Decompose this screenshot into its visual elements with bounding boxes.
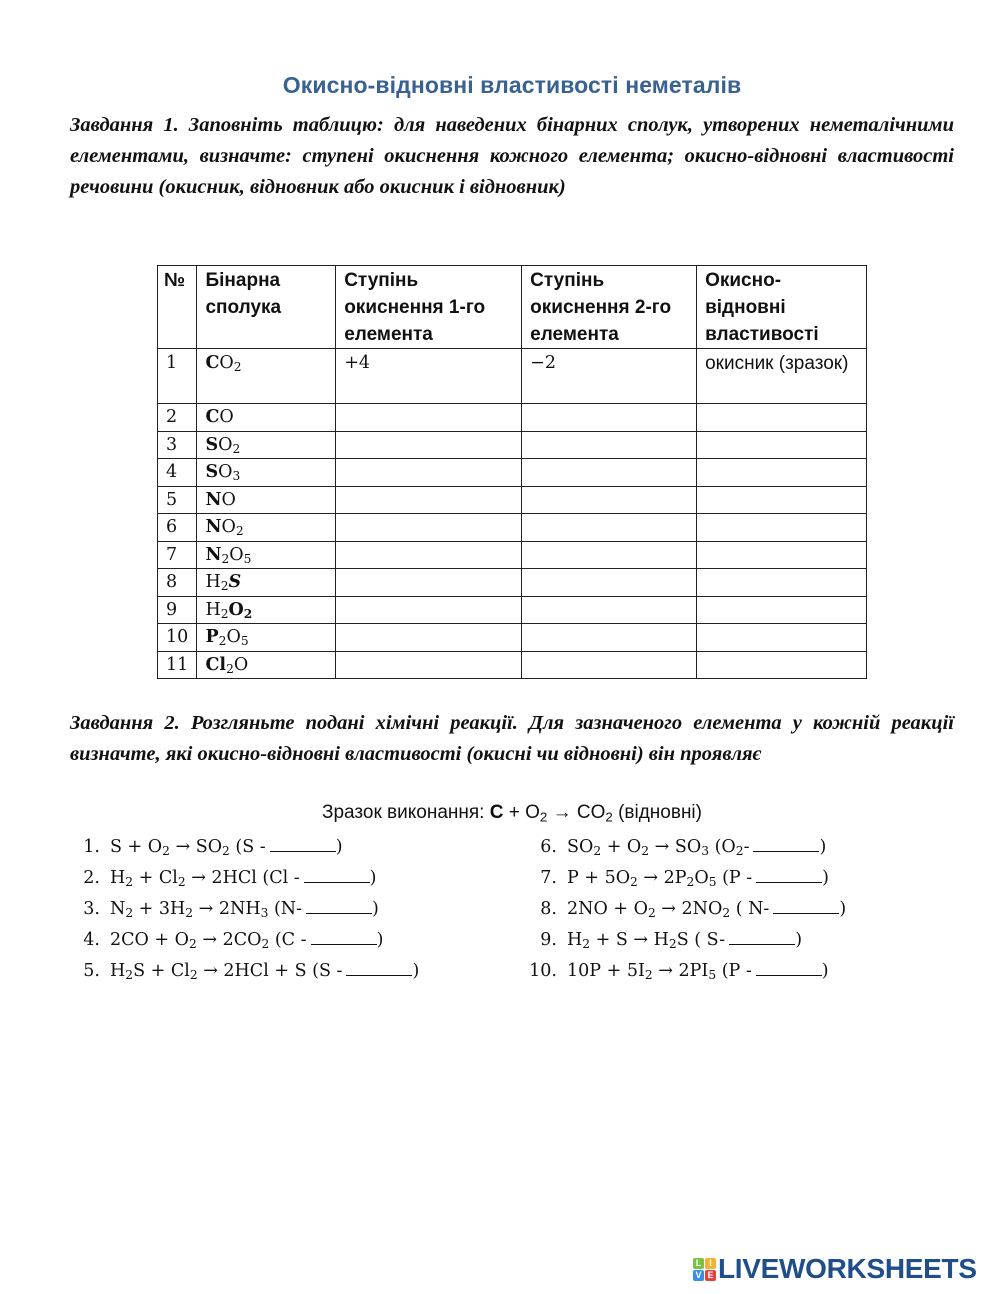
table-row (158, 514, 867, 542)
answer-props-input[interactable] (697, 514, 867, 542)
answer-ox2-input[interactable] (522, 651, 697, 679)
answer-ox1-input[interactable] (336, 541, 522, 569)
answer-ox1-input[interactable] (336, 431, 522, 459)
reaction-item: 3. $N_2 + 3H_2 \to 2NH_3$ (N- ) (70, 894, 419, 925)
answer-blank[interactable] (756, 865, 822, 883)
header-ox2: Ступінь окиснення 2-го елемента (522, 266, 697, 349)
answer-ox2-input[interactable] (522, 596, 697, 624)
answer-blank[interactable] (756, 958, 822, 976)
reactions-right-column (524, 832, 846, 987)
answer-props-input[interactable] (697, 541, 867, 569)
reaction-item: 9. $H_2 + S \to H_2S$ ( S- ) (524, 925, 846, 956)
reaction-equation: $H_2 + S \to H_2S$ (567, 930, 695, 952)
reaction-equation: $S + O_2 \to SO_2$ (110, 837, 230, 859)
answer-blank[interactable] (729, 927, 795, 945)
table-header-row (158, 266, 867, 349)
row-ox1: +4 (336, 349, 522, 404)
sample-label: Зразок виконання: (321, 802, 485, 823)
answer-props-input[interactable] (697, 431, 867, 459)
row-compound: $Cl_2O$ (197, 651, 336, 679)
table-row (158, 404, 867, 432)
answer-ox2-input[interactable] (522, 514, 697, 542)
sample-equation: $C + O_2 \to CO_2$ (489, 802, 613, 825)
reaction-item: 1. $S + O_2 \to SO_2$ (S - ) (70, 832, 419, 863)
answer-ox1-input[interactable] (336, 651, 522, 679)
answer-props-input[interactable] (697, 459, 867, 487)
sample-solution (0, 802, 1000, 824)
answer-ox1-input[interactable] (336, 569, 522, 597)
row-num: 4 (158, 459, 197, 487)
row-compound: $CO_2$ (197, 349, 336, 404)
reaction-item: 7. $P + 5O_2 \to 2P_2O_5$ (P - ) (524, 863, 846, 894)
table-row (158, 431, 867, 459)
header-compound: Бінарна сполука (197, 266, 336, 349)
reaction-item: 5. $H_2S + Cl_2 \to 2HCl + S$ (S - ) (70, 956, 419, 987)
header-props: Окисно-відновні властивості (697, 266, 867, 349)
answer-ox2-input[interactable] (522, 569, 697, 597)
header-ox1: Ступінь окиснення 1-го елемента (336, 266, 522, 349)
row-compound: $SO_3$ (197, 459, 336, 487)
row-num: 5 (158, 486, 197, 514)
answer-props-input[interactable] (697, 569, 867, 597)
reaction-equation: $10P + 5I_2 \to 2PI_5$ (567, 961, 717, 983)
answer-ox1-input[interactable] (336, 404, 522, 432)
answer-ox1-input[interactable] (336, 486, 522, 514)
answer-props-input[interactable] (697, 596, 867, 624)
table-row (158, 651, 867, 679)
row-compound: NO (197, 486, 336, 514)
logo-text: LIVEWORKSHEETS (718, 1253, 977, 1284)
answer-blank[interactable] (346, 958, 412, 976)
answer-ox2-input[interactable] (522, 404, 697, 432)
answer-props-input[interactable] (697, 624, 867, 652)
liveworksheets-logo (693, 1253, 977, 1284)
answer-ox2-input[interactable] (522, 624, 697, 652)
reaction-item: 6. $SO_2 + O_2 \to SO_3$ ($O_2-$ ) (524, 832, 846, 863)
row-num: 11 (158, 651, 197, 679)
row-compound: $P_2O_5$ (197, 624, 336, 652)
reaction-equation: $H_2S + Cl_2 \to 2HCl + S$ (110, 961, 313, 983)
table-row (158, 541, 867, 569)
reaction-item: 8. $2NO + O_2 \to 2NO_2$ ( N- ) (524, 894, 846, 925)
table-row (158, 349, 867, 404)
reaction-equation: $2CO + O_2 \to 2CO_2$ (110, 930, 270, 952)
answer-ox2-input[interactable] (522, 431, 697, 459)
reactions-left-column (70, 832, 419, 987)
reaction-item: 10. $10P + 5I_2 \to 2PI_5$ (P - ) (524, 956, 846, 987)
answer-ox1-input[interactable] (336, 624, 522, 652)
sample-answer: (відновні) (618, 802, 702, 823)
answer-ox1-input[interactable] (336, 459, 522, 487)
task1-instructions: Завдання 1. Заповніть таблицю: для наведених бінарних сполук, утворених неметалічними елементами, визначте: ступені окиснення кожного елемента; окисно-відновні властивості речовини (окисник, відновник або окисник і відновник) (70, 114, 954, 198)
row-compound: $N_2O_5$ (197, 541, 336, 569)
row-num: 1 (158, 349, 197, 404)
answer-blank[interactable] (311, 927, 377, 945)
page-title: Окисно-відновні властивості неметалів (282, 72, 742, 98)
row-compound: $NO_2$ (197, 514, 336, 542)
header-num: № (158, 266, 197, 349)
row-ox2: −2 (522, 349, 697, 404)
answer-ox2-input[interactable] (522, 486, 697, 514)
reaction-equation: $H_2 + Cl_2 \to 2HCl$ (110, 868, 263, 890)
answer-ox1-input[interactable] (336, 596, 522, 624)
row-num: 7 (158, 541, 197, 569)
answer-blank[interactable] (773, 896, 839, 914)
answer-ox2-input[interactable] (522, 459, 697, 487)
table-row (158, 596, 867, 624)
answer-props-input[interactable] (697, 651, 867, 679)
reaction-equation: $SO_2 + O_2 \to SO_3$ (567, 837, 709, 859)
row-num: 8 (158, 569, 197, 597)
reaction-element: ($O_2-$ (714, 837, 750, 859)
row-compound: CO (197, 404, 336, 432)
row-num: 10 (158, 624, 197, 652)
reaction-equation: $2NO + O_2 \to 2NO_2$ (567, 899, 731, 921)
answer-blank[interactable] (270, 834, 336, 852)
answer-ox1-input[interactable] (336, 514, 522, 542)
answer-props-input[interactable] (697, 486, 867, 514)
row-props: окисник (зразок) (697, 349, 867, 404)
table-row (158, 624, 867, 652)
answer-blank[interactable] (306, 896, 372, 914)
reaction-equation: $N_2 + 3H_2 \to 2NH_3$ (110, 899, 269, 921)
table-row (158, 459, 867, 487)
row-num: 3 (158, 431, 197, 459)
table-row (158, 569, 867, 597)
row-num: 2 (158, 404, 197, 432)
reaction-item: 2. $H_2 + Cl_2 \to 2HCl$ (Cl - ) (70, 863, 419, 894)
row-compound: $H_2S$ (197, 569, 336, 597)
row-compound: $SO_2$ (197, 431, 336, 459)
row-num: 9 (158, 596, 197, 624)
row-num: 6 (158, 514, 197, 542)
oxidation-table (157, 265, 867, 679)
row-compound: $H_2O_2$ (197, 596, 336, 624)
task2-instructions: Завдання 2. Розгляньте подані хімічні реакції. Для зазначеного елемента у кожній реакції визначте, які окисно-відновні властивості (окисні чи відновні) він проявляє (70, 712, 954, 765)
reaction-equation: $P + 5O_2 \to 2P_2O_5$ (567, 868, 717, 890)
reaction-item: 4. $2CO + O_2 \to 2CO_2$ (C - ) (70, 925, 419, 956)
answer-ox2-input[interactable] (522, 541, 697, 569)
answer-blank[interactable] (304, 865, 370, 883)
answer-props-input[interactable] (697, 404, 867, 432)
table-row (158, 486, 867, 514)
logo-tiles-icon: L I V E (693, 1258, 716, 1281)
answer-blank[interactable] (753, 834, 819, 852)
